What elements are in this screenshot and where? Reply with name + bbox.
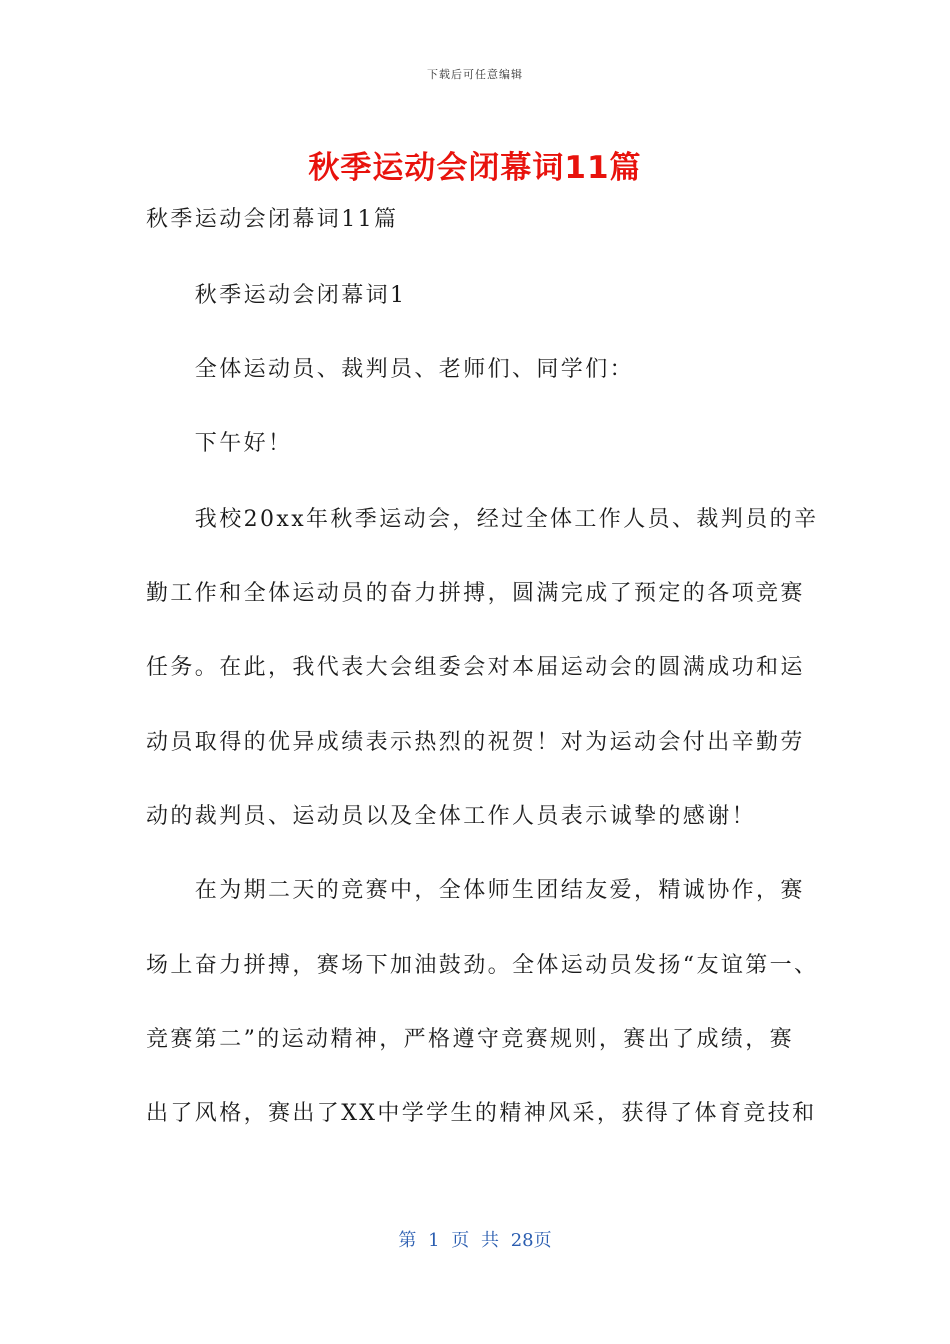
body-line: 任务。在此，我代表大会组委会对本届运动会的圆满成功和运: [146, 655, 805, 680]
page-number-footer: 第 1 页 共 28页: [398, 1230, 552, 1251]
header-note: 下载后可任意编辑: [427, 68, 523, 81]
body-line: 勤工作和全体运动员的奋力拼搏，圆满完成了预定的各项竞赛: [146, 581, 805, 606]
body-line: 秋季运动会闭幕词1: [146, 283, 407, 308]
body-line: 出了风格，赛出了XX中学学生的精神风采，获得了体育竞技和: [146, 1101, 817, 1126]
body-line: 动的裁判员、运动员以及全体工作人员表示诚挚的感谢！: [146, 804, 757, 829]
body-line: 竞赛第二”的运动精神，严格遵守竞赛规则，赛出了成绩，赛: [146, 1027, 795, 1052]
body-line: 秋季运动会闭幕词11篇: [146, 207, 399, 232]
body-line: 我校20xx年秋季运动会，经过全体工作人员、裁判员的辛: [146, 507, 819, 532]
body-line: 下午好！: [146, 431, 293, 456]
body-line: 在为期二天的竞赛中，全体师生团结友爱，精诚协作，赛: [146, 878, 805, 903]
body-line: 场上奋力拼搏，赛场下加油鼓劲。全体运动员发扬“友谊第一、: [146, 953, 819, 978]
document-title: 秋季运动会闭幕词11篇: [308, 150, 642, 186]
body-line: 全体运动员、裁判员、老师们、同学们：: [146, 357, 635, 382]
body-line: 动员取得的优异成绩表示热烈的祝贺！对为运动会付出辛勤劳: [146, 730, 805, 755]
